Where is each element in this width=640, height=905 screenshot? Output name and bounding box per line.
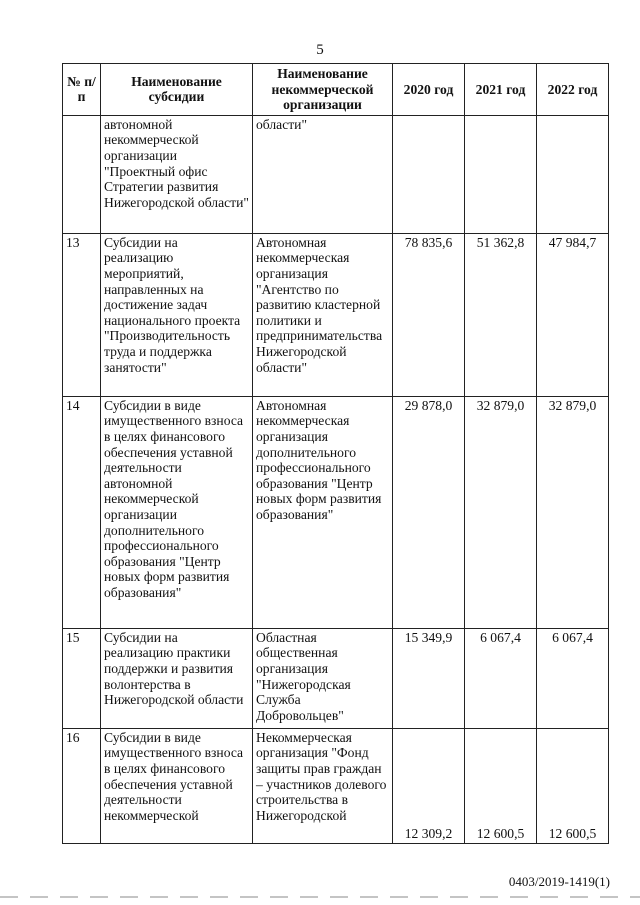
subsidy-name: Субсидии на реализацию практики поддержки и развития волонтерства в Нижегородской области: [101, 628, 253, 728]
scan-edge-artifact: [0, 896, 640, 898]
table-row: [63, 728, 609, 843]
org-name: области": [253, 115, 393, 233]
value-2021: 51 362,8: [465, 233, 537, 396]
table-row: [63, 115, 609, 233]
table-header-row: [63, 64, 609, 116]
value-2022: [537, 115, 609, 233]
subsidies-table: [62, 63, 609, 844]
header-2020: 2020 год: [393, 64, 465, 116]
document-code: 0403/2019-1419(1): [508, 874, 610, 889]
value-2020: [393, 115, 465, 233]
value-2020: 78 835,6: [393, 233, 465, 396]
value-2020: 12 309,2: [393, 728, 465, 843]
row-num: 16: [63, 728, 101, 843]
org-name: Некоммерческая организация "Фонд защиты прав граждан – участников долевого строительства в Нижегородской: [253, 728, 393, 843]
page-number: 5: [316, 42, 324, 58]
row-num: [63, 115, 101, 233]
value-2021: 12 600,5: [465, 728, 537, 843]
row-num: 15: [63, 628, 101, 728]
value-2022: 12 600,5: [537, 728, 609, 843]
org-name: Областная общественная организация "Нижегородская Служба Добровольцев": [253, 628, 393, 728]
table-row: [63, 396, 609, 628]
value-2021: 6 067,4: [465, 628, 537, 728]
subsidy-name: Субсидии в виде имущественного взноса в целях финансового обеспечения уставной деятельности автономной некоммерческой организации дополнительного профессионального образования "Центр новых форм развития образования": [101, 396, 253, 628]
row-num: 13: [63, 233, 101, 396]
subsidy-name: Субсидии на реализацию мероприятий, направленных на достижение задач национального проекта "Производительность труда и поддержка занятости": [101, 233, 253, 396]
header-num: № п/п: [63, 64, 101, 116]
subsidy-name: автономной некоммерческой организации "Проектный офис Стратегии развития Нижегородской области": [101, 115, 253, 233]
value-2020: 29 878,0: [393, 396, 465, 628]
value-2020: 15 349,9: [393, 628, 465, 728]
value-2022: 47 984,7: [537, 233, 609, 396]
value-2021: [465, 115, 537, 233]
org-name: Автономная некоммерческая организация дополнительного профессионального образования "Центр новых форм развития образования": [253, 396, 393, 628]
table-row: [63, 628, 609, 728]
header-org: Наименование некоммерческой организации: [253, 64, 393, 116]
header-2021: 2021 год: [465, 64, 537, 116]
header-subsidy: Наименование субсидии: [101, 64, 253, 116]
header-2022: 2022 год: [537, 64, 609, 116]
value-2022: 6 067,4: [537, 628, 609, 728]
org-name: Автономная некоммерческая организация "Агентство по развитию кластерной политики и предпринимательства Нижегородской области": [253, 233, 393, 396]
subsidy-name: Субсидии в виде имущественного взноса в целях финансового обеспечения уставной деятельности некоммерческой: [101, 728, 253, 843]
value-2021: 32 879,0: [465, 396, 537, 628]
value-2022: 32 879,0: [537, 396, 609, 628]
table-row: [63, 233, 609, 396]
row-num: 14: [63, 396, 101, 628]
